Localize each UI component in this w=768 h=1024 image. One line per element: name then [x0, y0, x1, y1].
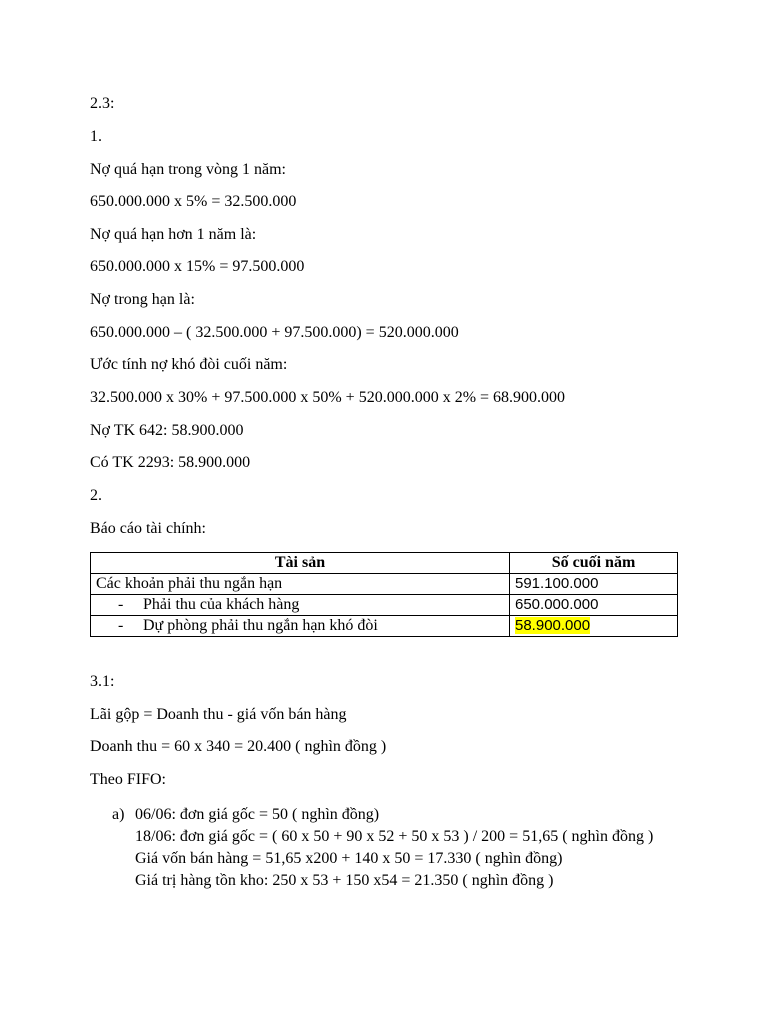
part-1-label: 1. [90, 128, 102, 145]
credit-entry: Có TK 2293: 58.900.000 [90, 454, 251, 471]
fifo-label: Theo FIFO: [90, 771, 166, 788]
list-dash: - [118, 617, 124, 634]
table-header-row [91, 553, 678, 574]
table-row [91, 616, 678, 637]
asset-label: Các khoản phải thu ngắn hạn [96, 575, 283, 592]
asset-label: Dự phòng phải thu ngắn hạn khó đòi [143, 617, 378, 634]
amount-value: 591.100.000 [515, 575, 599, 592]
table-row [91, 595, 678, 616]
sub-item [96, 595, 299, 615]
column-header-year-end: Số cuối năm [510, 553, 678, 574]
amount-cell [510, 616, 678, 637]
list-line: 18/06: đơn giá gốc = ( 60 x 50 + 90 x 52 + 50 x 53 ) / 200 = 51,65 ( nghìn đồng ) [135, 828, 654, 845]
sub-item [96, 616, 378, 636]
asset-cell [91, 595, 510, 616]
estimate-label: Ước tính nợ khó đòi cuối năm: [90, 356, 288, 373]
asset-cell [91, 616, 510, 637]
overdue-over-year-label: Nợ quá hạn hơn 1 năm là: [90, 226, 257, 243]
report-label: Báo cáo tài chính: [90, 520, 206, 537]
amount-value: 650.000.000 [515, 596, 599, 613]
financial-report-table [90, 552, 678, 637]
revenue-calc: Doanh thu = 60 x 340 = 20.400 ( nghìn đồng ) [90, 738, 387, 755]
list-dash: - [118, 596, 124, 613]
section-heading-2-3: 2.3: [90, 95, 115, 112]
in-term-label: Nợ trong hạn là: [90, 291, 195, 308]
amount-cell [510, 574, 678, 595]
estimate-calc: 32.500.000 x 30% + 97.500.000 x 50% + 520.000.000 x 2% = 68.900.000 [90, 389, 566, 406]
overdue-within-year-calc: 650.000.000 x 5% = 32.500.000 [90, 193, 297, 210]
asset-label: Phải thu của khách hàng [143, 596, 300, 613]
highlighted-amount-value: 58.900.000 [515, 617, 591, 634]
debit-entry: Nợ TK 642: 58.900.000 [90, 422, 244, 439]
overdue-within-year-label: Nợ quá hạn trong vòng 1 năm: [90, 161, 286, 178]
overdue-over-year-calc: 650.000.000 x 15% = 97.500.000 [90, 258, 305, 275]
column-header-asset: Tài sản [91, 553, 510, 574]
list-marker: a) [112, 806, 125, 823]
asset-cell [91, 574, 510, 595]
list-item-body [135, 804, 675, 892]
list-line: Giá vốn bán hàng = 51,65 x200 + 140 x 50 = 17.330 ( nghìn đồng) [135, 850, 563, 867]
in-term-calc: 650.000.000 – ( 32.500.000 + 97.500.000) = 520.000.000 [90, 324, 459, 341]
table-row [91, 574, 678, 595]
amount-cell [510, 595, 678, 616]
section-heading-3-1: 3.1: [90, 673, 115, 690]
gross-profit-formula: Lãi gộp = Doanh thu - giá vốn bán hàng [90, 706, 347, 723]
list-line: Giá trị hàng tồn kho: 250 x 53 + 150 x54 = 21.350 ( nghìn đồng ) [135, 872, 554, 889]
list-line: 06/06: đơn giá gốc = 50 ( nghìn đồng) [135, 806, 380, 823]
part-2-label: 2. [90, 487, 102, 504]
